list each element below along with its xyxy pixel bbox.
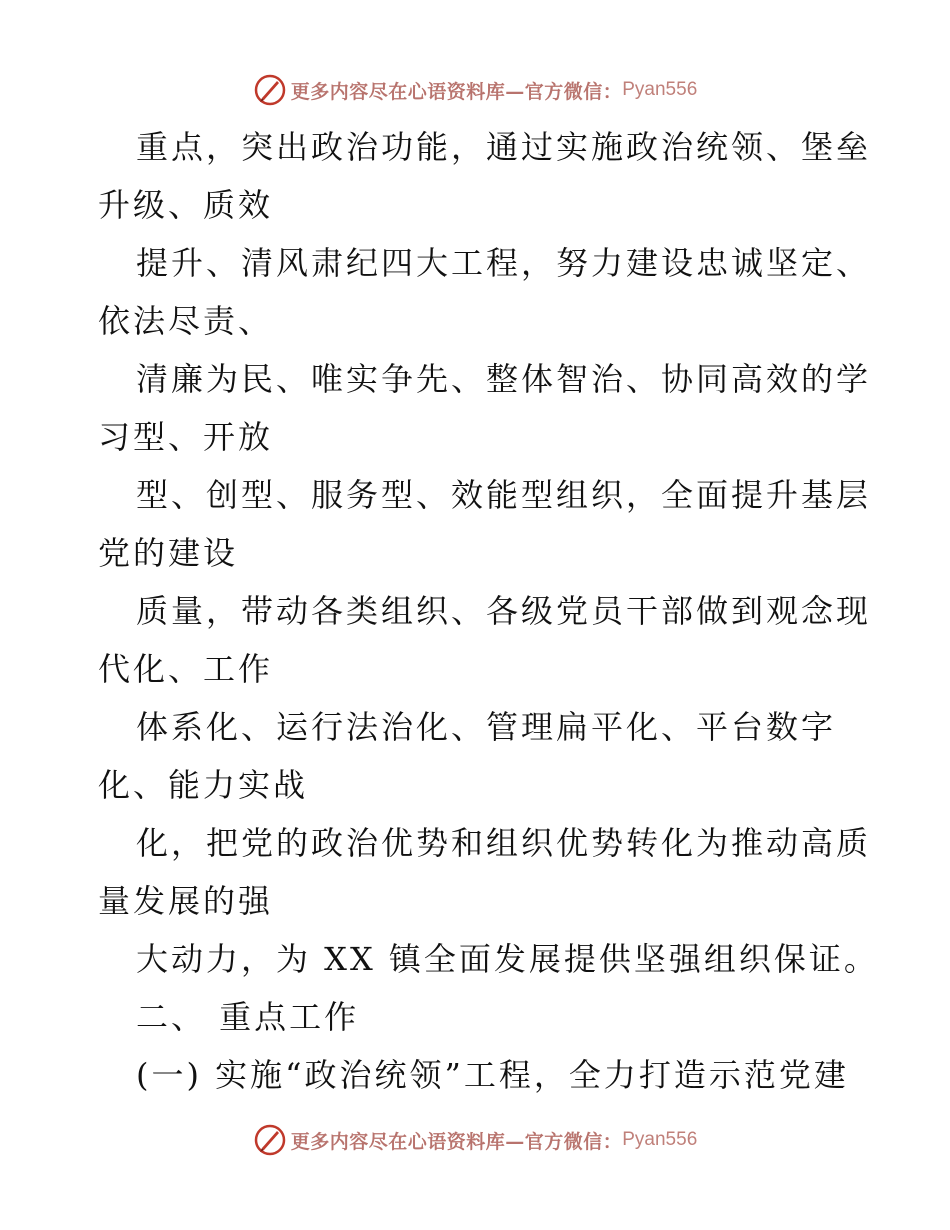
body-line: 依法尽责、 bbox=[98, 302, 274, 340]
subsection-heading: (一) 实施“政治统领”工程，全力打造示范党建 bbox=[136, 1056, 849, 1094]
feather-pen-logo-icon bbox=[253, 1123, 287, 1157]
body-line: 党的建设 bbox=[98, 534, 239, 572]
body-line: 量发展的强 bbox=[98, 882, 274, 920]
body-line: 化、能力实战 bbox=[98, 766, 309, 804]
footer-banner-wechat-id: Pyan556 bbox=[622, 1129, 698, 1150]
body-line: 体系化、运行法治化、管理扁平化、平台数字 bbox=[136, 708, 837, 746]
body-line: 升级、质效 bbox=[98, 186, 274, 224]
body-line: 习型、开放 bbox=[98, 418, 274, 456]
body-line: 大动力，为 XX 镇全面发展提供坚强组织保证。 bbox=[136, 940, 879, 978]
body-line: 清廉为民、唯实争先、整体智治、协同高效的学 bbox=[136, 360, 872, 398]
feather-pen-logo-icon bbox=[253, 73, 287, 107]
header-banner-wechat-id: Pyan556 bbox=[622, 79, 698, 100]
body-line: 提升、清风肃纪四大工程，努力建设忠诚坚定、 bbox=[136, 244, 872, 282]
body-line: 代化、工作 bbox=[98, 650, 274, 688]
footer-watermark-banner bbox=[0, 1120, 950, 1160]
section-heading: 二、 重点工作 bbox=[136, 998, 360, 1036]
header-watermark-banner bbox=[0, 70, 950, 110]
footer-banner-text: 更多内容尽在心语资料库—官方微信： bbox=[290, 1130, 623, 1153]
body-line: 化，把党的政治优势和组织优势转化为推动高质 bbox=[136, 824, 872, 862]
body-line: 质量，带动各类组织、各级党员干部做到观念现 bbox=[136, 592, 872, 630]
header-banner-text: 更多内容尽在心语资料库—官方微信： bbox=[290, 80, 623, 103]
body-line: 重点，突出政治功能，通过实施政治统领、堡垒 bbox=[136, 128, 872, 166]
body-line: 型、创型、服务型、效能型组织，全面提升基层 bbox=[136, 476, 872, 514]
document-body bbox=[98, 118, 879, 1104]
